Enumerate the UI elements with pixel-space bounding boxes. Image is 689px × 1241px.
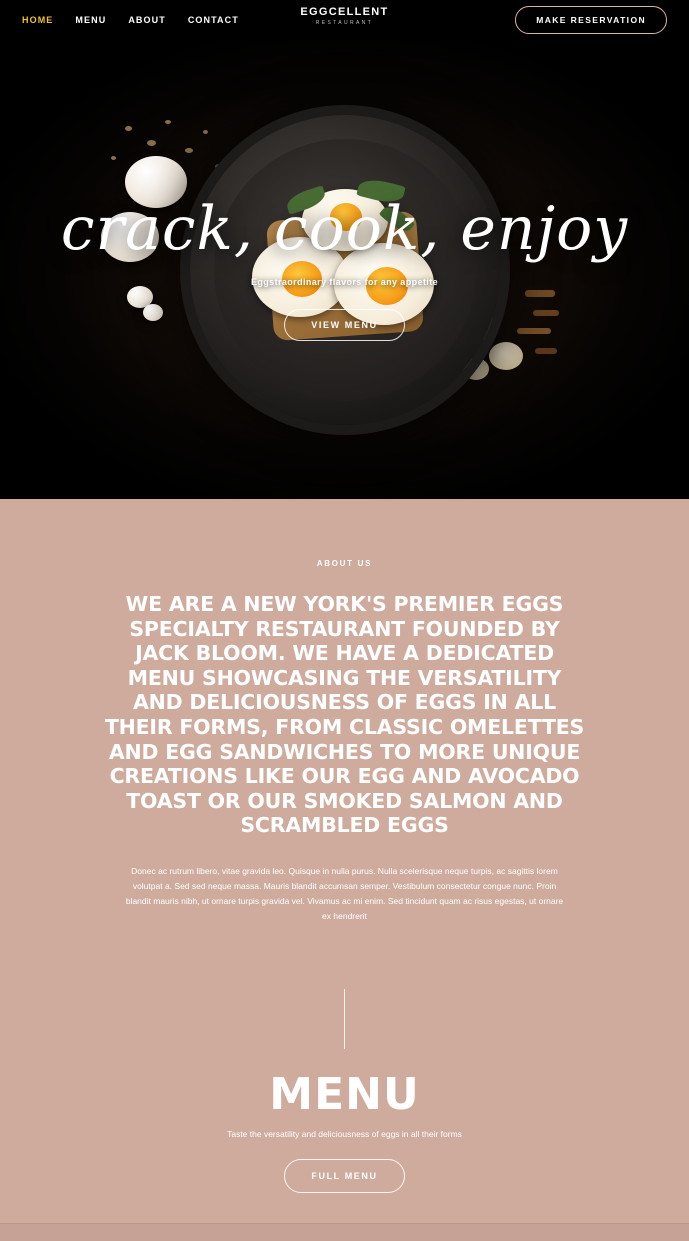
navbar [0,0,689,40]
view-menu-button[interactable]: VIEW MENU [284,309,404,341]
menu-title: MENU [269,1069,420,1121]
menu-subtitle: Taste the versatility and deliciousness of eggs in all their forms [227,1129,462,1140]
nav-link-contact[interactable]: CONTACT [187,15,239,25]
hero-overlay [0,40,689,499]
nav-link-menu[interactable]: MENU [75,15,107,25]
about-section [0,499,689,1049]
hero-title: crack, cook, enjoy [60,193,629,264]
hero-section [0,40,689,499]
brand-subtitle: RESTAURANT [315,20,374,26]
brand-name: EGGCELLENT [300,6,389,18]
footer-strip [0,1223,689,1241]
full-menu-button[interactable]: FULL MENU [284,1159,404,1193]
nav-link-home[interactable]: HOME [22,15,54,25]
about-eyebrow: ABOUT US [316,559,373,568]
make-reservation-button[interactable]: MAKE RESERVATION [515,6,667,34]
hero-subtitle: Eggstraordinary flavors for any appetite [250,276,439,287]
menu-section [0,1049,689,1223]
nav-links [22,15,239,25]
about-body-text: Donec ac rutrum libero, vitae gravida leo. Quisque in nulla purus. Nulla scelerisque neque turpis, ac sagittis lorem volutpat a. Sed sed neque massa. Mauris blandit accumsan semper. Vestibulum consectetur congue nunc. Proin blandit mauris nibh, ut ornare turpis gravida vel. Vivamus ac mi enim. Sed tincidunt quam ac risus egestas, ut ornare ex hendrerit [125,865,564,921]
nav-link-about[interactable]: ABOUT [128,15,166,25]
about-heading: WE ARE A NEW YORK'S PREMIER EGGS SPECIALTY RESTAURANT FOUNDED BY JACK BLOOM. WE HAVE A DEDICATED MENU SHOWCASING THE VERSATILITY AND DELICIOUSNESS OF EGGS IN ALL THEIR FORMS, FROM CLASSIC OMELETTES AND EGG SANDWICHES TO MORE UNIQUE CREATIONS LIKE OUR EGG AND AVOCADO TOAST OR OUR SMOKED SALMON AND SCRAMBLED EGGS [104,592,585,838]
section-divider [344,989,345,1049]
